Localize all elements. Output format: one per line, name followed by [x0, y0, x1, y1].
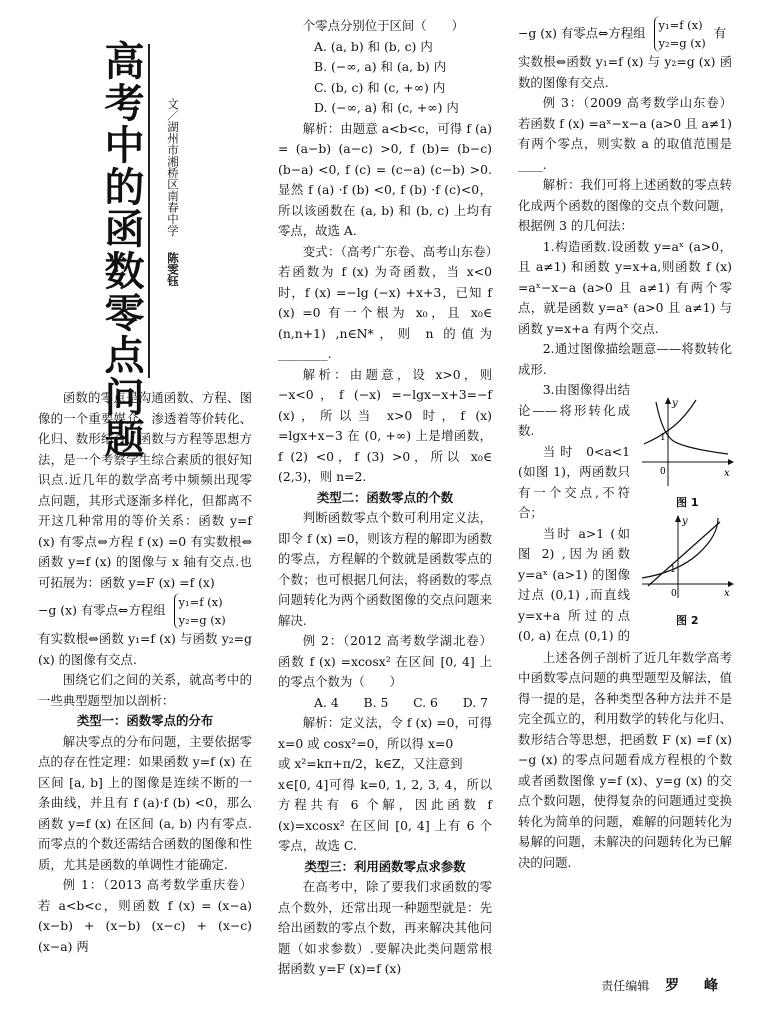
fig2-y-arrow	[675, 515, 681, 522]
example-2: 例 2：（2012 高考数学湖北卷）函数 f (x) =xcosx² 在区间 [0, 4] 上的零点个数为（ ）	[278, 633, 492, 689]
editor-credit	[601, 975, 728, 995]
solution-3a: 解析：定义法，令 f (x) =0，可得 x=0 或 cosx²=0，所以得 x=0	[278, 715, 492, 751]
col3-paragraph-1: 实数根⇔函数 y₁=f (x) 与 y₂=g (x) 函数的图像有交点.	[518, 54, 732, 90]
fig1-one: 1	[660, 433, 666, 443]
example-1: 例 1：（2013 高考数学重庆卷）若 a<b<c，则函数 f (x) = (x−a) (x−b) + (x−b) (x−c) + (x−c) (x−a) 两	[38, 877, 252, 954]
brace-line-1b: y₁=f (x)	[658, 18, 703, 32]
step-3: 3.由图像得出结论——将形转化成数.	[518, 382, 630, 438]
fig2-x-arrow	[728, 581, 734, 587]
section-heading-type1: 类型一：函数零点的分布	[76, 713, 214, 728]
example-1-continued: 个零点分别位于区间（ ）	[302, 18, 464, 33]
solution-3c: x∈[0, 4]可得 k=0, 1, 2, 3, 4，所以方程共有 6 个解，因此函数 f (x)=xcosx² 在区间 [0, 4] 上有 6 个零点，故选 C.	[278, 776, 492, 853]
title-divider	[148, 44, 150, 378]
step-2: 2.通过图像描绘题意——将数转化成形.	[518, 341, 732, 377]
fig1-y-label: y	[672, 398, 678, 409]
figure-1-graph	[638, 396, 734, 488]
brace-suffix: 有	[713, 25, 727, 41]
step-1: 1.构造函数.设函数 y=aˣ (a>0，且 a≠1) 和函数 y=x+a,则函数 f (x) =aˣ−x−a (a>0 且 a≠1) 有两个零点，就是函数 y=aˣ (a>0 且 a≠1) 与函数 y=x+a 有两个交点.	[518, 238, 732, 336]
intro-paragraph-1: 函数的零点是沟通函数、方程、图像的一个重要媒介，渗透着等价转化、化归、数形结合、函数与方程等思想方法，是一个考察学生综合素质的很好知识点.近几年的数学高考中频频出现零点问题，其形式逐渐多样化，但都离不开这几种常用的等价关系：函数 y=f (x) 有零点⇔方程 f (x) =0 有实数根⇔函数 y=f (x) 的图像与 x 轴有交点.也可拓展为：函数 y=F (x) =f (x)	[38, 390, 252, 590]
fig2-one: 1	[670, 565, 676, 575]
column-1	[38, 388, 252, 957]
fig1-origin: 0	[660, 467, 666, 477]
section-heading-type3: 类型三：利用函数零点求参数	[304, 858, 466, 874]
example-2-options: A. 4 B. 5 C. 6 D. 7	[314, 694, 488, 710]
option-d: D. (−∞, a) 和 (c, +∞) 内	[314, 100, 459, 115]
type1-body: 解决零点的分布问题，主要依据零点的存在性定理：如果函数 y=f (x) 在区间 [a, b] 上的图像是连续不断的一条曲线，并且有 f (a)·f (b) <0，那么函数 y=f (x) 在区间 (a, b) 内有零点.而零点的个数还需结合函数的图像和性质，尤其是函数的单调性才能确定.	[38, 733, 252, 872]
brace-line-2: y₂=g (x)	[178, 613, 226, 627]
example-3: 例 3：（2009 高考数学山东卷）若函数 f (x) =aˣ−x−a (a>0 且 a≠1) 有两个零点，则实数 a 的取值范围是____.	[518, 95, 732, 172]
fig1-y-arrow	[665, 397, 671, 404]
equation-system-line-2	[518, 16, 732, 52]
brace-prefix: −g (x) 有零点⇔方程组	[38, 602, 166, 618]
editor-label: 责任编辑	[601, 979, 650, 993]
intro-paragraph-3: 围绕它们之间的关系，就高考中的一些典型题型加以剖析：	[38, 672, 252, 708]
brace-line-1: y₁=f (x)	[178, 595, 223, 609]
type3-body: 在高考中，除了要我们求函数的零点个数外，还常出现一种题型就是：先给出函数的零点个数，再来解决其他问题（如求参数）.要解决此类问题常根据函数 y=F (x)=f (x)	[278, 879, 492, 976]
fig2-exp-curve	[642, 518, 718, 578]
solution-1: 解析：由题意 a<b<c，可得 f (a) = (a−b) (a−c) >0, f (b)= (b−c) (b−a) <0, f (c) = (c−a) (c−b) >0.显然 f (a) ·f (b) <0, f (b) ·f (c)<0，所以该函数在 (a, b) 和 (b, c) 上均有零点，故选 A.	[278, 120, 492, 238]
editor-name: 罗 峰	[665, 978, 728, 994]
author-byline: 文／湖州市湘桥区南春中学	[166, 98, 180, 236]
type2-body: 判断函数零点个数可利用定义法，即令 f (x) =0，则该方程的解即为函数的零点，方程解的个数就是函数零点的个数；也可根据几何法，将函数的零点问题转化为两个函数图像的交点问题来解决.	[278, 510, 492, 628]
equation-brace-2	[654, 16, 706, 52]
author-block	[166, 98, 180, 286]
intro-paragraph-2: 有实数根⇔函数 y₁=f (x) 与函数 y₂=g (x) 的图像有交点.	[38, 631, 252, 667]
equation-brace	[174, 593, 226, 629]
summary-paragraph: 上述各例子剖析了近几年数学高考中函数零点问题的典型题型及解法，值得一提的是，各种类型各种方法并不是完全孤立的，利用数学的转化与化归、数形结合等思想，把函数 F (x) =f (x) −g (x) 的零点问题看成方程根的个数或者函数图像 y=f (x)、y=g (x) 的交点个数问题，使得复杂的问题通过变换转化为简单的问题，难解的问题转化为易解的问题，未解决的问题转化为已解决的问题.	[518, 649, 732, 870]
option-b: B. (−∞, a) 和 (a, b) 内	[314, 59, 447, 74]
solution-3b: 或 x²=kπ+π/2，k∈Z，又注意到	[278, 756, 463, 771]
fig1-exp-curve	[656, 402, 728, 454]
fig2-x-label: x	[724, 588, 730, 599]
brace-line-2b: y₂=g (x)	[658, 36, 706, 50]
fig2-y-label: y	[682, 516, 688, 527]
brace-prefix-2: −g (x) 有零点⇔方程组	[518, 25, 646, 41]
option-a: A. (a, b) 和 (b, c) 内	[314, 38, 433, 54]
solution-2: 解析：由题意，设 x>0，则−x<0，f (−x) =−lgx−x+3=−f (x)，所以当 x>0 时，f (x) =lgx+x−3 在 (0, +∞) 上是增函数，f (2) <0，f (3) >0，所以 x₀∈ (2,3)，则 n=2.	[278, 366, 492, 484]
section-heading-type2: 类型二：函数零点的个数	[316, 489, 454, 505]
equation-system-line	[38, 593, 252, 629]
case-1: 当时 0<a<1 (如图 1)，两函数只有一个交点,不符合；	[518, 443, 630, 520]
solution-4: 解析：我们可将上述函数的零点转化成两个函数的图像的交点个数问题，根据例 3 的几何法：	[518, 177, 732, 233]
fig2-line	[648, 522, 720, 586]
article-title: 高考中的函数零点问题	[98, 40, 144, 460]
author-name: 陈雯钰	[166, 251, 180, 287]
figure-1-caption: 图 1	[676, 496, 699, 509]
fig1-x-arrow	[728, 459, 734, 465]
option-c: C. (b, c) 和 (c, +∞) 内	[314, 79, 446, 95]
case-2-part: 当时 a>1 (如图 2) ,因为函数 y=aˣ (a>1) 的图像过点 (0,1) ,而直线 y=x+a 所过的点 (0, a) 在点 (0,1) 的	[518, 525, 630, 643]
column-2	[278, 16, 492, 980]
fig1-x-label: x	[724, 468, 730, 479]
variant-problem: 变式：（高考广东卷、高考山东卷）若函数为 f (x) 为奇函数，当 x<0 时，f (x) =−lg (−x) +x+3，已知 f (x) =0 有一个根为 x₀，且 x₀∈ (n,n+1) ,n∈N*，则 n 的值为________.	[278, 243, 492, 361]
fig2-origin: 0	[671, 589, 677, 599]
figure-2-graph	[638, 514, 734, 600]
figure-2-caption: 图 2	[676, 614, 699, 627]
